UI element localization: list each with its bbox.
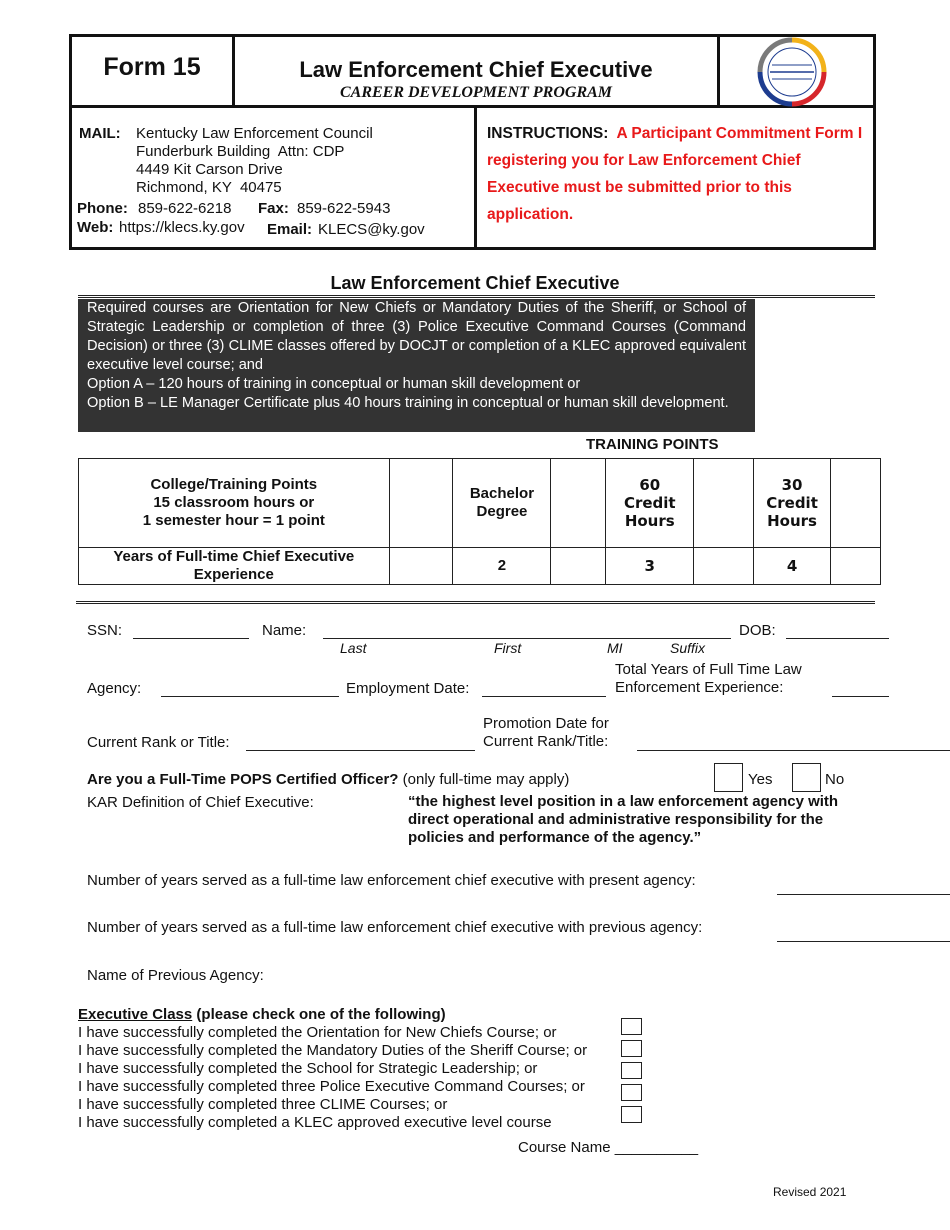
- points-value-cell: 3: [606, 548, 694, 585]
- mailing-info: [72, 108, 477, 247]
- form-divider: [76, 601, 875, 604]
- requirement-text: Option A – 120 hours of training in conceptual or human skill development or: [87, 376, 581, 392]
- table-row: [79, 548, 881, 585]
- instructions: [487, 120, 872, 228]
- executive-class-option: I have successfully completed three CLIME Courses; or: [78, 1096, 448, 1113]
- executive-class-checkbox[interactable]: [621, 1106, 642, 1123]
- executive-class-section: [78, 1006, 618, 1132]
- executive-class-title-note: (please check one of the following): [192, 1006, 446, 1023]
- executive-class-title-main: Executive Class: [78, 1006, 193, 1023]
- pops-no-checkbox[interactable]: [792, 763, 821, 792]
- dob-label: DOB:: [739, 622, 776, 639]
- table-cell: [831, 548, 881, 585]
- mail-line: Kentucky Law Enforcement Council: [136, 125, 373, 142]
- training-points-label: TRAINING POINTS: [586, 436, 719, 453]
- web-label: Web:: [77, 219, 114, 236]
- training-points-table: [78, 458, 881, 585]
- executive-class-checkbox[interactable]: [621, 1040, 642, 1057]
- table-cell: [551, 548, 606, 585]
- kar-definition: “the highest level position in a law enforcement agency with direct operational and administrative responsibility for the policies and performance of the agency.”: [408, 793, 839, 846]
- instructions-cell: [477, 108, 873, 247]
- table-cell: [694, 548, 754, 585]
- pops-yes-checkbox[interactable]: [714, 763, 743, 792]
- logo-cell: [720, 37, 873, 108]
- name-label: Name:: [262, 622, 307, 639]
- previous-agency-label: Name of Previous Agency:: [87, 967, 264, 984]
- kar-label: KAR Definition of Chief Executive:: [87, 794, 314, 811]
- executive-class-checkbox[interactable]: [621, 1084, 642, 1101]
- instructions-text: A Participant Commitment Form I registering you for Law Enforcement Chief Executive must be submitted prior to this application.: [487, 125, 863, 223]
- requirement-text: Option B – LE Manager Certificate plus 40 hours training in conceptual or human skill development.: [87, 395, 729, 411]
- requirement-text: Required courses are Orientation for New Chiefs or Mandatory Duties of the Sheriff, or School of Strategic Leadership or completion of three (3) Police Executive Command Courses (Command Decision) or three (3) CLIME classes offered by DOCJT or completion of a KLEC approved equivalent executive level course; and: [87, 300, 746, 373]
- fax-number: 859-622-5943: [297, 200, 391, 217]
- years-previous-input[interactable]: [777, 941, 950, 942]
- form-subtitle: CAREER DEVELOPMENT PROGRAM: [339, 84, 613, 101]
- executive-class-option: I have successfully completed the Mandatory Duties of the Sheriff Course; or: [78, 1042, 588, 1059]
- revised-date: Revised 2021: [773, 1185, 847, 1199]
- instructions-label: INSTRUCTIONS:: [487, 125, 609, 142]
- email-link[interactable]: KLECS@ky.gov: [318, 221, 425, 238]
- years-present-input[interactable]: [777, 894, 950, 895]
- agency-input[interactable]: [161, 696, 339, 697]
- section-title: Law Enforcement Chief Executive: [330, 273, 620, 293]
- section-divider: [78, 295, 875, 298]
- executive-class-checkbox[interactable]: [621, 1062, 642, 1079]
- pops-note: (only full-time may apply): [402, 771, 570, 788]
- mail-line: Richmond, KY 40475: [136, 179, 282, 196]
- name-input[interactable]: [323, 638, 731, 639]
- points-header-cell: 60 Credit Hours: [606, 459, 694, 548]
- executive-class-checkbox[interactable]: [621, 1018, 642, 1035]
- table-cell: [694, 459, 754, 548]
- promotion-date-label: Promotion Date for Current Rank/Title:: [483, 715, 609, 750]
- total-years-input[interactable]: [832, 696, 889, 697]
- executive-class-option: I have successfully completed a KLEC approved executive level course: [78, 1114, 552, 1131]
- total-years-label: Total Years of Full Time Law Enforcement Experience:: [615, 661, 802, 696]
- executive-class-option: I have successfully completed the Orientation for New Chiefs Course; or: [78, 1024, 557, 1041]
- email-label: Email:: [267, 221, 313, 238]
- agency-label: Agency:: [87, 680, 142, 697]
- points-row-label: Years of Full-time Chief Executive Experience: [79, 548, 390, 585]
- web-link[interactable]: https://klecs.ky.gov: [119, 219, 245, 236]
- pops-question-text: Are you a Full-Time POPS Certified Officer?: [87, 771, 399, 788]
- name-part-first: First: [494, 640, 522, 656]
- pops-no-label: No: [825, 771, 845, 788]
- phone-number: 859-622-6218: [138, 200, 232, 217]
- table-cell: [551, 459, 606, 548]
- mail-label: MAIL:: [79, 125, 121, 142]
- executive-class-title: [78, 1006, 618, 1024]
- table-cell: [389, 459, 453, 548]
- career-development-program-seal-icon: [720, 37, 873, 108]
- table-row: [79, 459, 881, 548]
- rank-input[interactable]: [246, 750, 475, 751]
- name-part-last: Last: [340, 640, 367, 656]
- mail-line: 4449 Kit Carson Drive: [136, 161, 283, 178]
- mail-line: Funderburk Building Attn: CDP: [136, 143, 345, 160]
- table-cell: [831, 459, 881, 548]
- employment-date-label: Employment Date:: [346, 680, 470, 697]
- form-header: [69, 34, 876, 250]
- years-present-label: Number of years served as a full-time law enforcement chief executive with present agency:: [87, 872, 696, 889]
- points-header-cell: Bachelor Degree: [453, 459, 551, 548]
- executive-class-option: I have successfully completed the School for Strategic Leadership; or: [78, 1060, 538, 1077]
- pops-question: [87, 771, 569, 788]
- promotion-date-input[interactable]: [637, 750, 950, 751]
- course-name-field[interactable]: Course Name __________: [518, 1139, 699, 1156]
- ssn-input[interactable]: [133, 638, 249, 639]
- points-value-cell: 2: [453, 548, 551, 585]
- form-number: Form 15: [72, 37, 235, 108]
- pops-yes-label: Yes: [748, 771, 773, 788]
- title-cell: [235, 37, 720, 108]
- name-part-mi: MI: [607, 640, 623, 656]
- phone-label: Phone:: [77, 200, 128, 217]
- employment-date-input[interactable]: [482, 696, 606, 697]
- form-title: Law Enforcement Chief Executive: [299, 57, 653, 82]
- fax-label: Fax:: [258, 200, 289, 217]
- rank-label: Current Rank or Title:: [87, 734, 230, 751]
- years-previous-label: Number of years served as a full-time law enforcement chief executive with previous agency:: [87, 919, 703, 936]
- ssn-label: SSN:: [87, 622, 123, 639]
- executive-class-option: I have successfully completed three Police Executive Command Courses; or: [78, 1078, 585, 1095]
- dob-input[interactable]: [786, 638, 889, 639]
- points-row-label: College/Training Points 15 classroom hours or 1 semester hour = 1 point: [79, 459, 390, 548]
- points-value-cell: 4: [754, 548, 831, 585]
- points-header-cell: 30 Credit Hours: [754, 459, 831, 548]
- name-part-suffix: Suffix: [670, 640, 706, 656]
- requirements-box: [78, 299, 755, 432]
- table-cell: [389, 548, 453, 585]
